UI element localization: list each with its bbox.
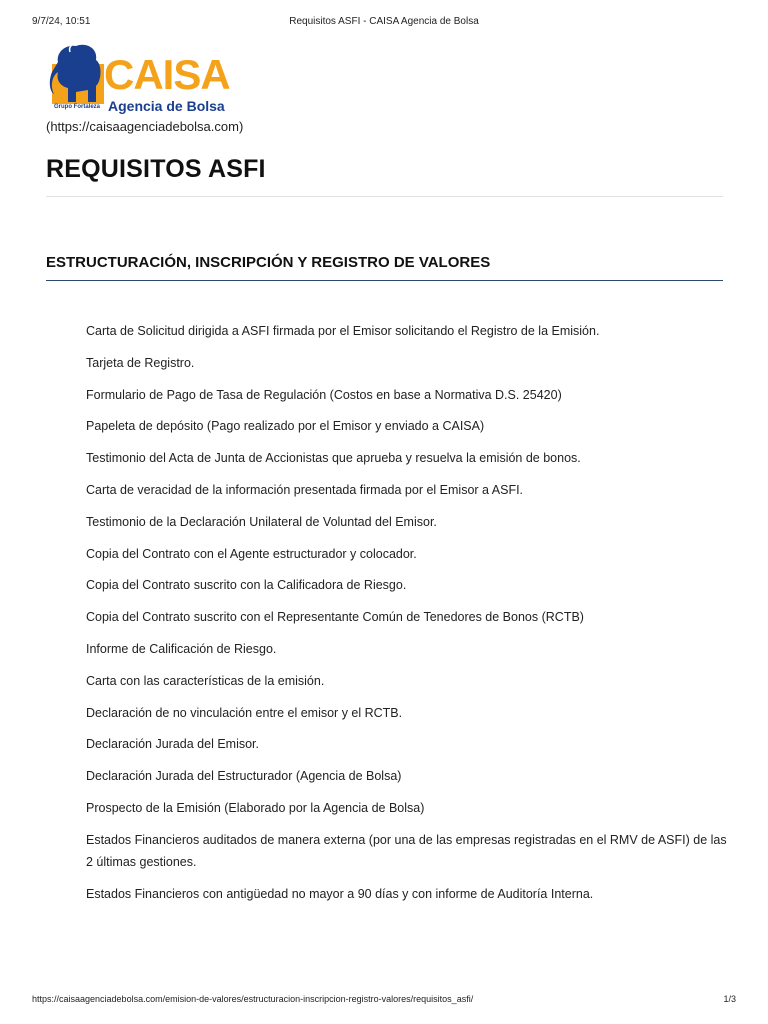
print-footer bbox=[32, 994, 736, 1008]
list-item: Estados Financieros auditados de manera externa (por una de las empresas registradas en el RMV de ASFI) de las 2 últimas gestiones. bbox=[86, 832, 727, 869]
requirements-list bbox=[86, 320, 736, 914]
list-item: Formulario de Pago de Tasa de Regulación (Costos en base a Normativa D.S. 25420) bbox=[86, 387, 562, 402]
list-item: Declaración de no vinculación entre el emisor y el RCTB. bbox=[86, 705, 403, 720]
list-item: Declaración Jurada del Estructurador (Agencia de Bolsa) bbox=[86, 769, 402, 784]
section-divider bbox=[46, 280, 723, 281]
logo-subtitle: Agencia de Bolsa bbox=[108, 98, 225, 114]
list-item: Copia del Contrato suscrito con la Calificadora de Riesgo. bbox=[86, 578, 407, 593]
section-title: ESTRUCTURACIÓN, INSCRIPCIÓN Y REGISTRO DE VALORES bbox=[46, 254, 491, 271]
list-item: Prospecto de la Emisión (Elaborado por la Agencia de Bolsa) bbox=[86, 800, 425, 815]
page-url: https://caisaagenciadebolsa.com/emision-de-valores/estructuracion-inscripcion-registro-valores/requisitos_asfi/ bbox=[32, 994, 474, 1004]
list-item: Estados Financieros con antigüedad no mayor a 90 días y con informe de Auditoría Interna. bbox=[86, 886, 594, 901]
list-item: Tarjeta de Registro. bbox=[86, 355, 195, 370]
list-item: Copia del Contrato con el Agente estructurador y colocador. bbox=[86, 546, 417, 561]
page-title: REQUISITOS ASFI bbox=[46, 155, 266, 183]
list-item: Carta de Solicitud dirigida a ASFI firmada por el Emisor solicitando el Registro de la Emisión. bbox=[86, 324, 600, 338]
print-datetime: 9/7/24, 10:51 bbox=[32, 16, 91, 27]
list-item: Carta con las características de la emisión. bbox=[86, 673, 325, 688]
print-header bbox=[32, 16, 736, 30]
title-divider bbox=[46, 196, 723, 197]
list-item: Papeleta de depósito (Pago realizado por el Emisor y enviado a CAISA) bbox=[86, 419, 485, 434]
list-item: Testimonio del Acta de Junta de Accionistas que aprueba y resuelva la emisión de bonos. bbox=[86, 451, 581, 466]
print-doc-title: Requisitos ASFI - CAISA Agencia de Bolsa bbox=[289, 16, 479, 27]
caisa-logo[interactable] bbox=[46, 40, 230, 120]
page-number: 1/3 bbox=[723, 994, 736, 1004]
list-item: Testimonio de la Declaración Unilateral de Voluntad del Emisor. bbox=[86, 514, 437, 529]
list-item: Copia del Contrato suscrito con el Representante Común de Tenedores de Bonos (RCTB) bbox=[86, 610, 584, 625]
logo-brand: CAISA bbox=[104, 51, 230, 98]
list-item: Informe de Calificación de Riesgo. bbox=[86, 641, 277, 656]
elephant-icon bbox=[46, 40, 108, 110]
site-link[interactable]: (https://caisaagenciadebolsa.com) bbox=[46, 119, 244, 134]
list-item: Declaración Jurada del Emisor. bbox=[86, 737, 259, 752]
logo-group: Grupo Fortaleza bbox=[54, 104, 101, 110]
list-item: Carta de veracidad de la información presentada firmada por el Emisor a ASFI. bbox=[86, 482, 524, 497]
